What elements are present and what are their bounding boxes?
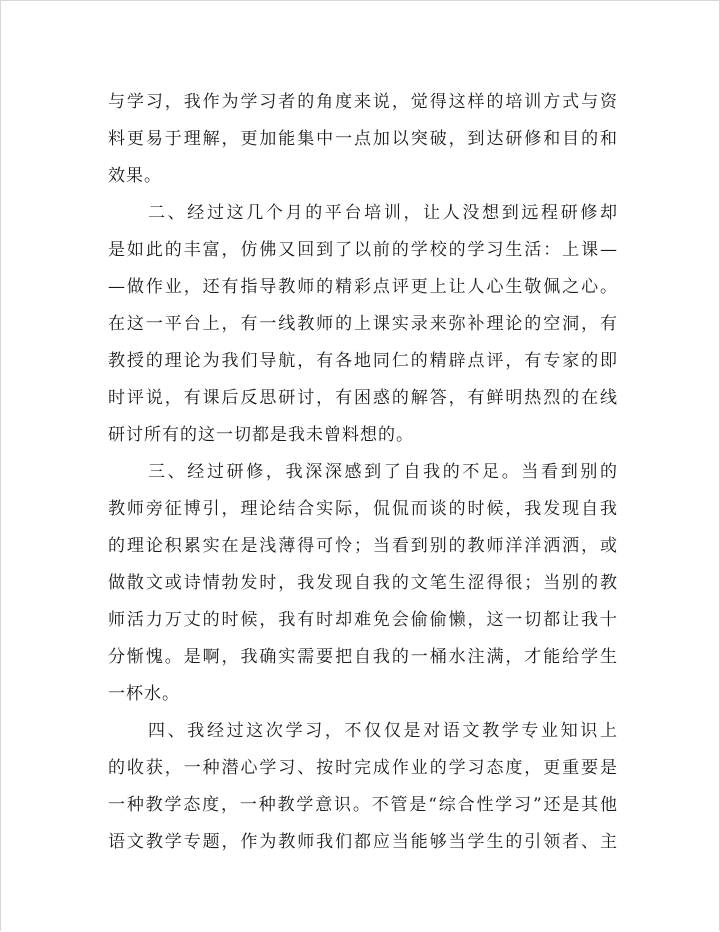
text-line: 研讨所有的这一切都是我未曾料想的。 [108,425,414,445]
text-line: —做作业，还有指导教师的精彩点评更上让人心生敬佩之心。 [108,277,618,297]
text-line: 教授的理论为我们导航，有各地同仁的精辟点评，有专家的即 [108,351,618,371]
text-line: 教师旁征博引，理论结合实际，侃侃而谈的时候，我发现自我 [108,499,618,519]
text-line: 的收获，一种潜心学习、按时完成作业的学习态度，更重要是 [108,758,618,778]
text-line: 一种教学态度，一种教学意识。不管是“综合性学习”还是其他 [108,795,618,815]
text-line: 一杯水。 [108,684,180,704]
text-line: 分惭愧。是啊，我确实需要把自我的一桶水注满，才能给学生 [108,647,618,667]
text-line: 料更易于理解，更加能集中一点加以突破，到达研修和目的和 [108,129,618,149]
text-line: 的理论积累实在是浅薄得可怜；当看到别的教师洋洋洒洒，或 [108,536,618,556]
text-line: 语文教学专题，作为教师我们都应当能够当学生的引领者、主 [108,832,618,852]
text-line: 效果。 [108,166,162,186]
text-line: 师活力万丈的时候，我有时却难免会偷偷懒，这一切都让我十 [108,610,618,630]
text-line: 在这一平台上，有一线教师的上课实录来弥补理论的空洞，有 [108,314,618,334]
text-line: 与学习，我作为学习者的角度来说，觉得这样的培训方式与资 [108,92,618,112]
paragraph-start-line: 三、经过研修，我深深感到了自我的不足。当看到别的 [148,462,618,482]
text-line: 做散文或诗情勃发时，我发现自我的文笔生涩得很；当别的教 [108,573,618,593]
text-line: 是如此的丰富，仿佛又回到了以前的学校的学习生活：上课— [108,240,618,260]
paragraph-start-line: 四、我经过这次学习，不仅仅是对语文教学专业知识上 [148,721,618,741]
paragraph-start-line: 二、经过这几个月的平台培训，让人没想到远程研修却 [148,203,618,223]
text-line: 时评说，有课后反思研讨，有困惑的解答，有鲜明热烈的在线 [108,388,618,408]
